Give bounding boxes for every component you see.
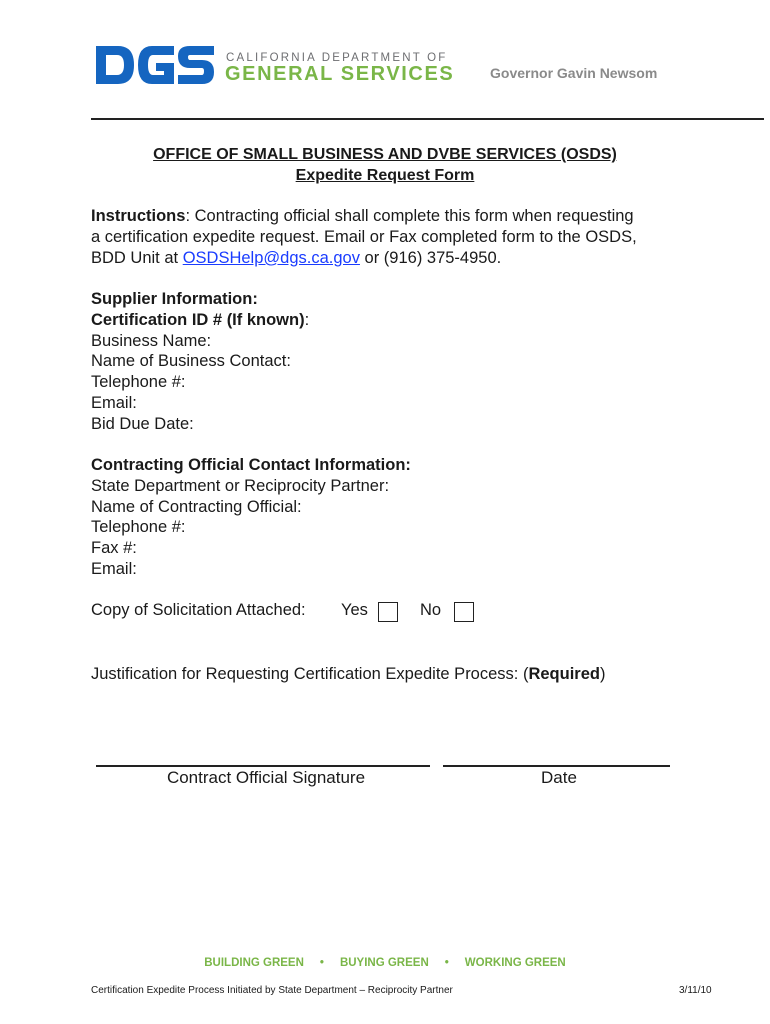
solicitation-label: Copy of Solicitation Attached: [91, 601, 306, 619]
dgs-logo-icon [96, 44, 214, 86]
field-contracting-email: Email: [91, 559, 137, 578]
office-title: OFFICE OF SMALL BUSINESS AND DVBE SERVICES (OSDS) [153, 146, 617, 163]
field-state-department: State Department or Reciprocity Partner: [91, 476, 390, 495]
cert-id-label: Certification ID # (If known) [91, 310, 305, 329]
yes-checkbox[interactable] [378, 602, 398, 622]
instructions-label: Instructions [91, 207, 186, 225]
no-label: No [420, 601, 442, 619]
yes-label: Yes [341, 601, 368, 619]
justification-label [91, 664, 605, 685]
field-business-contact: Name of Business Contact: [91, 352, 291, 371]
field-contracting-official-name: Name of Contracting Official: [91, 497, 302, 516]
supplier-heading: Supplier Information: [91, 290, 258, 308]
no-checkbox[interactable] [454, 602, 474, 622]
instructions-paragraph [91, 206, 637, 268]
supplier-section [91, 289, 309, 435]
instructions-line1: : Contracting official shall complete this form when requesting [185, 207, 634, 225]
field-supplier-email: Email: [91, 393, 137, 412]
cert-id-colon: : [304, 310, 310, 329]
contracting-section [91, 455, 411, 580]
instructions-line3-suffix: or (916) 375-4950. [359, 248, 502, 267]
bullet-icon: • [444, 957, 449, 969]
signature-label: Contract Official Signature [166, 768, 366, 787]
tagline-working: WORKING GREEN [464, 957, 566, 969]
date-label: Date [541, 768, 577, 787]
form-name: Expedite Request Form [295, 167, 475, 184]
field-fax: Fax #: [91, 539, 137, 558]
justification-suffix: ) [599, 665, 606, 683]
justification-prefix: Justification for Requesting Certification Expedite Process: ( [91, 665, 529, 683]
form-title [90, 144, 680, 186]
instructions-line3-prefix: BDD Unit at [91, 248, 183, 267]
logo-subtitle: CALIFORNIA DEPARTMENT OF [226, 52, 448, 64]
contracting-heading: Contracting Official Contact Information: [91, 456, 411, 474]
date-line[interactable] [443, 765, 670, 767]
governor-name: Governor Gavin Newsom [490, 65, 658, 81]
field-business-name: Business Name: [91, 331, 212, 350]
instructions-line2: a certification expedite request. Email or Fax completed form to the OSDS, [91, 227, 637, 246]
justification-required: Required [528, 665, 600, 683]
signature-line[interactable] [96, 765, 430, 767]
tagline-building: BUILDING GREEN [204, 957, 304, 969]
field-supplier-telephone: Telephone #: [91, 373, 186, 392]
logo-title: GENERAL SERVICES [225, 63, 455, 85]
bullet-icon: • [319, 957, 324, 969]
footer-caption: Certification Expedite Process Initiated by State Department – Reciprocity Partner [91, 985, 453, 996]
green-tagline [0, 957, 770, 969]
solicitation-row [91, 600, 306, 621]
footer-date: 3/11/10 [679, 985, 712, 996]
email-link[interactable]: OSDSHelp@dgs.ca.gov [182, 248, 360, 267]
field-contracting-telephone: Telephone #: [91, 518, 186, 537]
tagline-buying: BUYING GREEN [339, 957, 429, 969]
header-divider [91, 118, 764, 120]
field-bid-due-date: Bid Due Date: [91, 414, 194, 433]
